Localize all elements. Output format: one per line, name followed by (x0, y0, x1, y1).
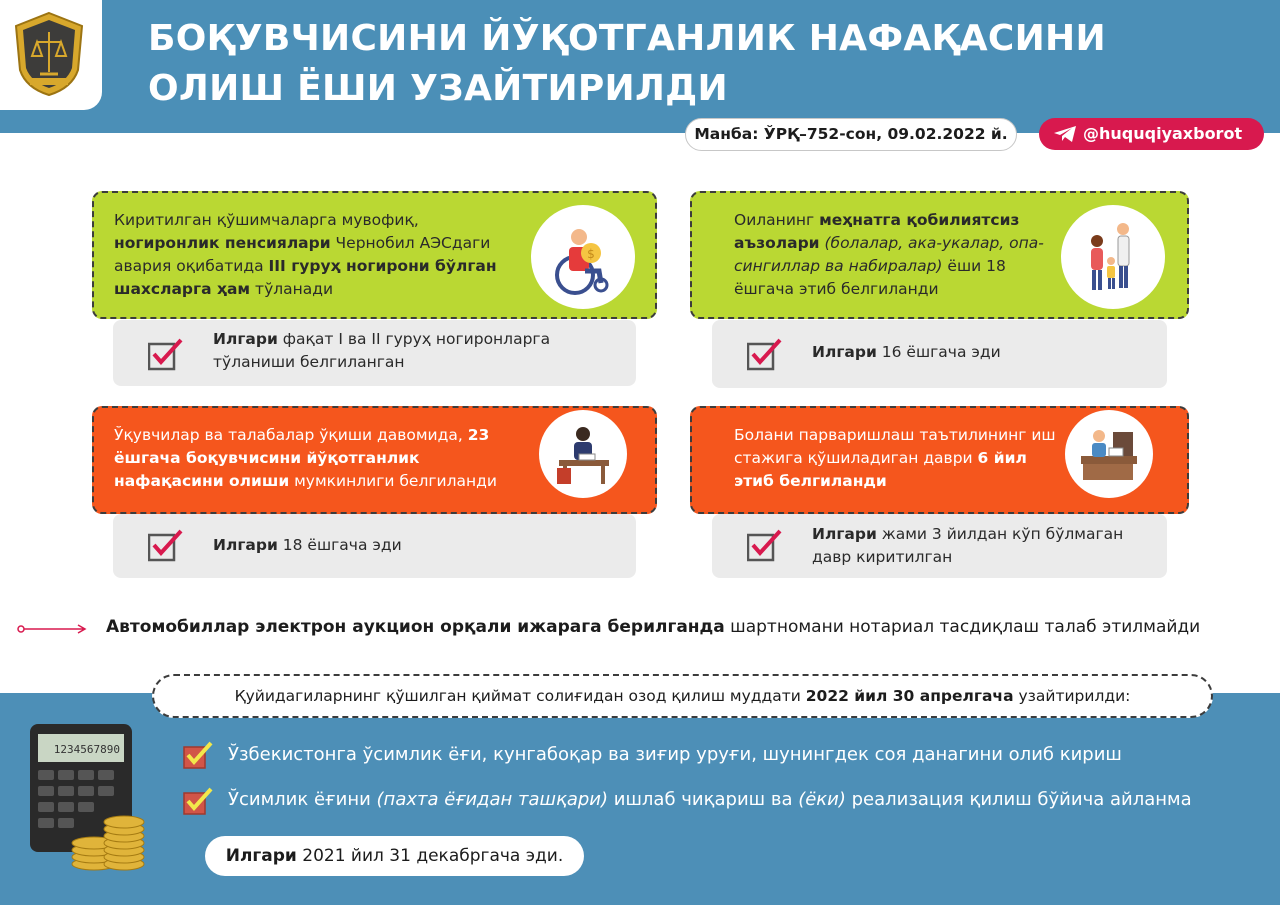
student-desk-icon (539, 410, 627, 498)
card-text: Ўқувчилар ва талабалар ўқиши давомида, 23 ёшгача боқувчисини йўқотганлик нафақасини олиши мумкинлиги белгиланди (114, 426, 497, 490)
info-card-family (690, 191, 1189, 319)
previously-text: Илгари 18 ёшгача эди (213, 536, 402, 554)
previously-text: Илгари жами 3 йилдан кўп бўлмаган давр киритилган (812, 525, 1124, 566)
vat-item-production: Ўсимлик ёғини (пахта ёғидан ташқари) ишлаб чиқариш ва (ёки) реализация қилиш бўйича айланма (228, 789, 1192, 810)
telegram-handle: @huquqiyaxborot (1083, 124, 1243, 143)
previously-card-family (712, 320, 1167, 388)
vat-item-import: Ўзбекистонга ўсимлик ёғи, кунгабоқар ва зиғир уруғи, шунингдек соя данагини олиб кириш (228, 744, 1122, 765)
checkbox-checked-icon (148, 337, 184, 371)
svg-text:1234567890: 1234567890 (53, 743, 120, 756)
previously-card-childcare (712, 514, 1167, 578)
previously-text: Илгари 16 ёшгача эди (812, 343, 1001, 361)
title-line-2: ОЛИШ ЁШИ УЗАЙТИРИЛДИ (148, 68, 728, 109)
family-icon (1061, 205, 1165, 309)
previously-card-pension (113, 320, 636, 386)
title-line-1: БОҚУВЧИСИНИ ЙЎҚОТГАНЛИК НАФАҚАСИНИ (148, 18, 1106, 59)
telegram-channel-link[interactable] (1039, 118, 1264, 150)
svg-text:$: $ (587, 247, 595, 261)
telegram-icon (1053, 125, 1077, 143)
info-card-students (92, 406, 657, 514)
card-text: Киритилган қўшимчаларга мувофиқ, ногиронлик пенсиялари Чернобил АЭСдаги авария оқибатида III гуруҳ ногирони бўлган шахсларга ҳам тўланади (114, 211, 497, 298)
arrow-right-icon (17, 623, 89, 635)
previously-card-students (113, 514, 636, 578)
info-card-pension (92, 191, 657, 319)
card-text: Болани парваришлаш таътилининг иш стажига қўшиладиган даври 6 йил этиб белгиланди (734, 426, 1056, 490)
justice-emblem-icon (12, 10, 87, 98)
source-badge: Манба: ЎРҚ–752-сон, 09.02.2022 й. (685, 118, 1017, 151)
info-card-childcare (690, 406, 1189, 514)
office-worker-icon (1065, 410, 1153, 498)
auction-statement: Автомобиллар электрон аукцион орқали ижарага берилганда шартномани нотариал тасдиқлаш талаб этилмайди (106, 617, 1201, 637)
previously-text: Илгари фақат I ва II гуруҳ ногиронларга тўланиши белгиланган (213, 330, 551, 371)
page-title (148, 14, 1158, 114)
previously-vat-badge: Илгари 2021 йил 31 декабргача эди. (205, 836, 584, 876)
card-text: Оиланинг меҳнатга қобилиятсиз аъзолари (болалар, ака-укалар, опа-сингиллар ва набиралар) ёши 18 ёшгача этиб белгиланди (734, 211, 1044, 298)
checkbox-checked-icon (747, 528, 783, 562)
checkbox-checked-icon (183, 787, 213, 815)
checkbox-checked-icon (148, 528, 184, 562)
wheelchair-icon (531, 205, 635, 309)
checkbox-checked-icon (183, 741, 213, 769)
vat-exemption-intro: Қуйидагиларнинг қўшилган қиймат солиғидан озод қилиш муддати 2022 йил 30 апрелгача узайтирилди: (152, 674, 1213, 718)
calculator-coins-icon (22, 722, 152, 874)
checkbox-checked-icon (747, 337, 783, 371)
